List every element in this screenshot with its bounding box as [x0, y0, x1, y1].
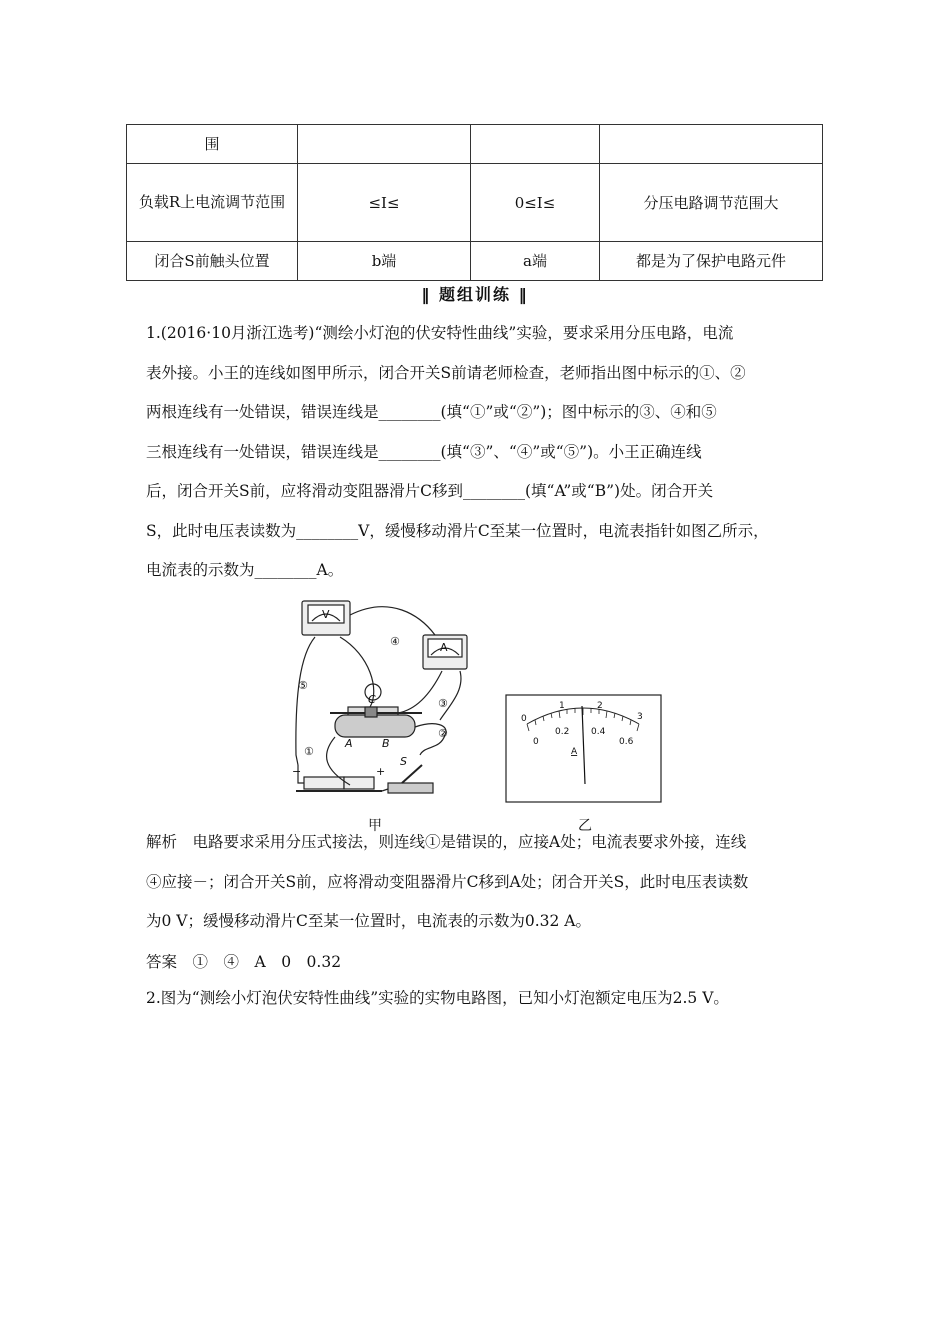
dial-top-tick: 1: [559, 701, 565, 711]
wire-label-2: ②: [438, 727, 448, 740]
table-row: [127, 125, 823, 164]
table-cell: 分压电路调节范围大: [600, 164, 823, 242]
question-line: 三根连线有一处错误，错误连线是________(填“③”、“④”或“⑤”)。小王正确连线: [146, 442, 702, 461]
comparison-table: [126, 124, 823, 281]
question-line: 两根连线有一处错误，错误连线是________(填“①”或“②”)；图中标示的③、④和⑤: [146, 403, 717, 421]
dial-unit-label: A: [571, 747, 578, 757]
switch-label-s: S: [400, 755, 407, 768]
dial-top-tick: 0: [521, 714, 527, 724]
table-cell: b端: [298, 242, 471, 281]
table-cell: 都是为了保护电路元件: [600, 242, 823, 281]
figure-caption-yi: 乙: [578, 818, 592, 834]
dial-bottom-tick: 0.2: [555, 727, 570, 737]
table-cell: 负载R上电流调节范围: [127, 164, 298, 242]
question-line: S，此时电压表读数为________V，缓慢移动滑片C至某一位置时，电流表指针如图乙所示，: [146, 521, 769, 540]
table-cell: 0≤I≤: [471, 164, 600, 242]
dial-bottom-tick: 0.4: [591, 727, 606, 737]
slider-label-c: C: [368, 693, 376, 706]
wire-label-5: ⑤: [298, 679, 308, 692]
wire-label-3: ③: [438, 697, 448, 710]
question-line: 后，闭合开关S前，应将滑动变阻器滑片C移到________(填“A”或“B”)处。闭合开关: [146, 482, 714, 500]
terminal-label-b: B: [382, 737, 390, 750]
ammeter-dial-figure: [505, 694, 663, 804]
figure-caption-jia: 甲: [368, 818, 382, 834]
table-cell: [600, 125, 823, 164]
dial-top-tick: 2: [597, 701, 603, 711]
wire-label-4: ④: [390, 635, 400, 648]
wire-label-1: ①: [304, 745, 314, 758]
circuit-figure: [290, 595, 480, 825]
battery: [304, 777, 344, 789]
switch: [388, 783, 433, 793]
section-heading: ‖ 题组训练 ‖: [421, 285, 529, 304]
voltmeter-label: V: [322, 608, 330, 621]
table-cell: ≤I≤: [298, 164, 471, 242]
terminal-label-a: A: [345, 737, 353, 750]
table-cell: 围: [127, 125, 298, 164]
question-line: 表外接。小王的连线如图甲所示，闭合开关S前请老师检查，老师指出图中标示的①、②: [146, 363, 746, 382]
rheostat-coil: [335, 715, 415, 737]
table-row: [127, 242, 823, 281]
table-row: [127, 164, 823, 242]
table-cell: [471, 125, 600, 164]
analysis-line: ④应接－；闭合开关S前，应将滑动变阻器滑片C移到A处；闭合开关S，此时电压表读数: [146, 872, 749, 891]
dial-bottom-tick: 0.6: [619, 737, 634, 747]
answer: 答案 ① ④ A 0 0.32: [146, 953, 342, 971]
battery-plus-label: +: [376, 765, 386, 778]
question-2: 2.图为“测绘小灯泡伏安特性曲线”实验的实物电路图，已知小灯泡额定电压为2.5 V。: [146, 989, 729, 1007]
table-cell: a端: [471, 242, 600, 281]
question-1: [146, 314, 826, 591]
dial-top-tick: 3: [637, 712, 643, 722]
question-line: 1.(2016·10月浙江选考)“测绘小灯泡的伏安特性曲线”实验，要求采用分压电路，电流: [146, 324, 734, 342]
dial-bottom-tick: 0: [533, 737, 539, 747]
analysis-line: 解析 电路要求采用分压式接法，则连线①是错误的，应接A处；电流表要求外接，连线: [146, 833, 747, 851]
analysis: [146, 823, 826, 942]
analysis-line: 为0 V；缓慢移动滑片C至某一位置时，电流表的示数为0.32 A。: [146, 912, 591, 930]
ammeter-label: A: [440, 641, 448, 654]
battery-minus-label: −: [292, 765, 302, 778]
table-cell: 闭合S前触头位置: [127, 242, 298, 281]
table-cell: [298, 125, 471, 164]
question-line: 电流表的示数为________A。: [146, 561, 344, 579]
